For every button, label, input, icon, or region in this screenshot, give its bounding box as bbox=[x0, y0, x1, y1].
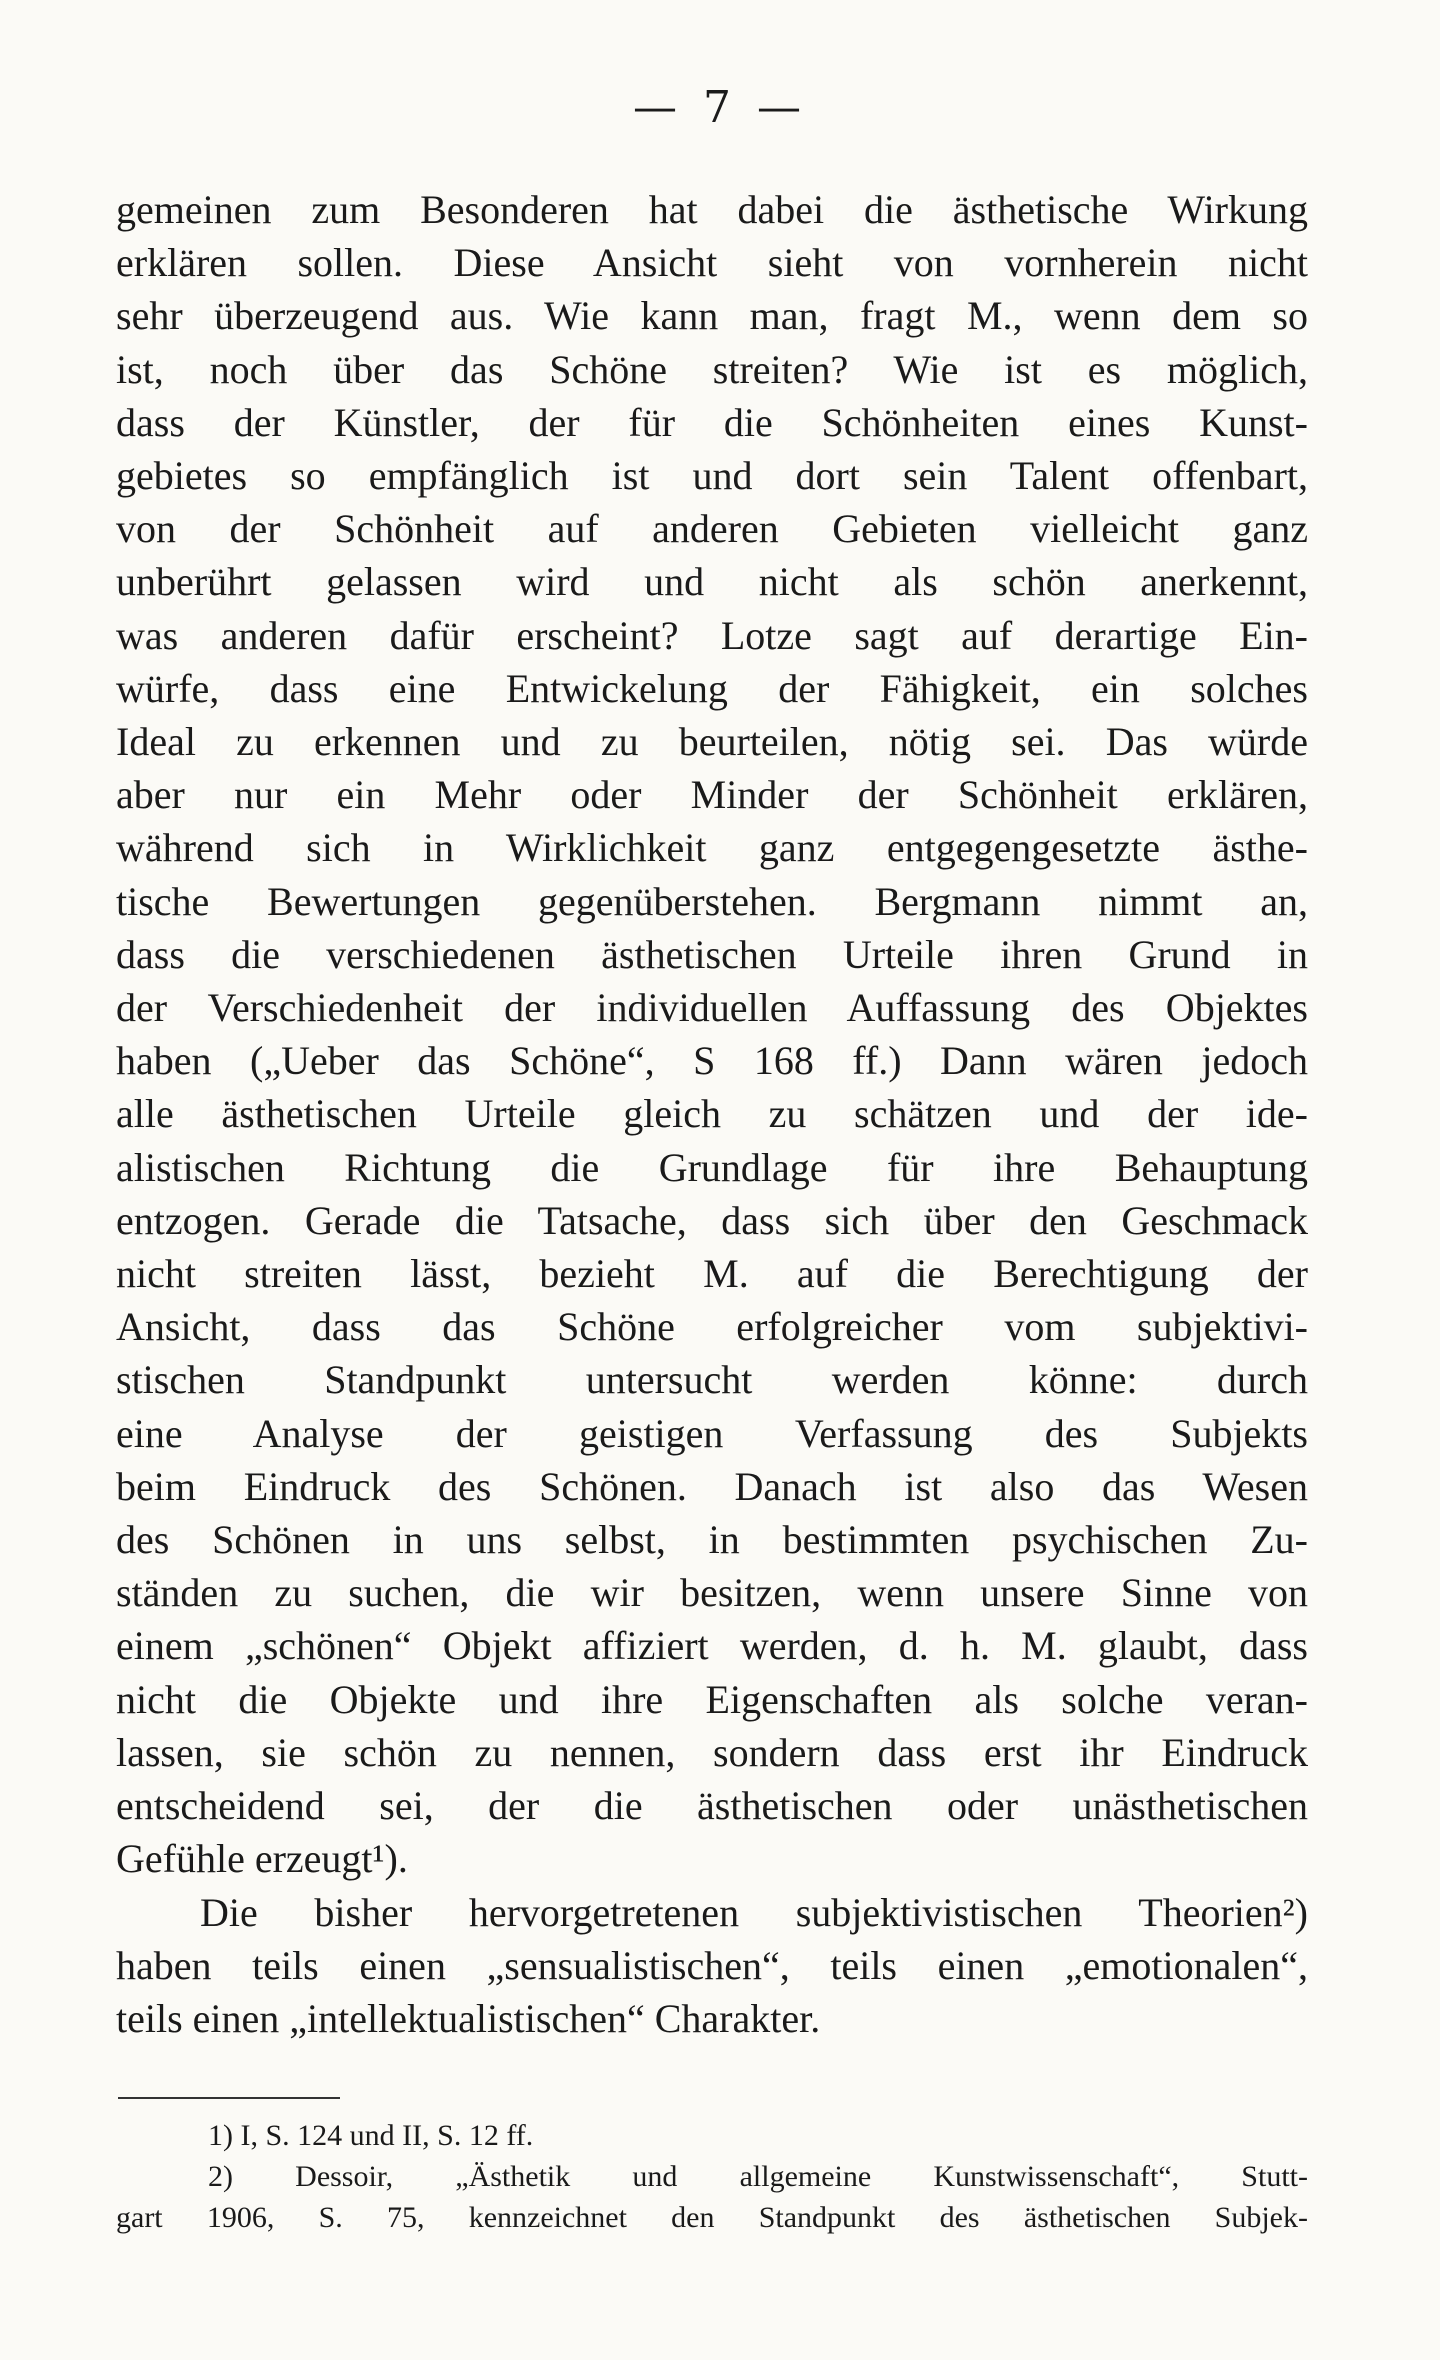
text-line: sehr überzeugend aus. Wie kann man, fragt M., wenn dem so bbox=[116, 293, 1308, 339]
text-line: haben teils einen „sensualistischen“, teils einen „emotionalen“, bbox=[116, 1942, 1308, 1988]
text-line: ist, noch über das Schöne streiten? Wie ist es möglich, bbox=[116, 346, 1308, 392]
text-line: einem „schönen“ Objekt affiziert werden, d. h. M. glaubt, dass bbox=[116, 1623, 1308, 1669]
text-line: aber nur ein Mehr oder Minder der Schönheit erklären, bbox=[116, 772, 1308, 818]
footnote-2-continuation: gart 1906, S. 75, kennzeichnet den Standpunkt des ästhetischen Subjek- bbox=[116, 2201, 1308, 2234]
text-line: würfe, dass eine Entwickelung der Fähigkeit, ein solches bbox=[116, 665, 1308, 711]
text-line: alistischen Richtung die Grundlage für ihre Behauptung bbox=[116, 1144, 1308, 1190]
text-line: Ideal zu erkennen und zu beurteilen, nötig sei. Das würde bbox=[116, 719, 1308, 765]
footnote-1: 1) I, S. 124 und II, S. 12 ff. bbox=[208, 2119, 534, 2152]
paragraph-end-line: teils einen „intellektualistischen“ Charakter. bbox=[116, 1995, 821, 2041]
text-line: unberührt gelassen wird und nicht als schön anerkennt, bbox=[116, 559, 1308, 605]
text-line: stischen Standpunkt untersucht werden könne: durch bbox=[116, 1357, 1308, 1403]
text-line: von der Schönheit auf anderen Gebieten vielleicht ganz bbox=[116, 506, 1308, 552]
footnotes bbox=[116, 2115, 1308, 2238]
paragraph-end-line: Gefühle erzeugt¹). bbox=[116, 1836, 408, 1882]
paragraph-start-line: Die bisher hervorgetretenen subjektivistischen Theorien²) bbox=[200, 1889, 1308, 1935]
text-line: tische Bewertungen gegenüberstehen. Bergmann nimmt an, bbox=[116, 878, 1308, 924]
text-line: gemeinen zum Besonderen hat dabei die ästhetische Wirkung bbox=[116, 187, 1308, 232]
text-line: eine Analyse der geistigen Verfassung des Subjekts bbox=[116, 1410, 1308, 1456]
body-text bbox=[116, 183, 1308, 2045]
text-line: ständen zu suchen, die wir besitzen, wenn unsere Sinne von bbox=[116, 1570, 1308, 1616]
text-line: entzogen. Gerade die Tatsache, dass sich über den Geschmack bbox=[116, 1197, 1308, 1243]
text-line: nicht die Objekte und ihre Eigenschaften als solche veran- bbox=[116, 1676, 1308, 1722]
text-line: dass der Künstler, der für die Schönheiten eines Kunst- bbox=[116, 399, 1308, 445]
text-line: nicht streiten lässt, bezieht M. auf die Berechtigung der bbox=[116, 1251, 1308, 1297]
text-line: während sich in Wirklichkeit ganz entgegengesetzte ästhe- bbox=[116, 825, 1308, 871]
text-line: erklären sollen. Diese Ansicht sieht von vornherein nicht bbox=[116, 240, 1308, 286]
text-line: gebietes so empfänglich ist und dort sein Talent offenbart, bbox=[116, 453, 1308, 499]
text-line: beim Eindruck des Schönen. Danach ist also das Wesen bbox=[116, 1463, 1308, 1509]
page-number: — 7 — bbox=[633, 82, 807, 133]
text-line: dass die verschiedenen ästhetischen Urteile ihren Grund in bbox=[116, 931, 1308, 977]
text-line: alle ästhetischen Urteile gleich zu schätzen und der ide- bbox=[116, 1091, 1308, 1137]
footnote-2: 2) Dessoir, „Ästhetik und allgemeine Kunstwissenschaft“, Stutt- bbox=[208, 2160, 1308, 2193]
text-line: des Schönen in uns selbst, in bestimmten psychischen Zu- bbox=[116, 1517, 1308, 1563]
text-line: was anderen dafür erscheint? Lotze sagt auf derartige Ein- bbox=[116, 612, 1308, 658]
text-line: der Verschiedenheit der individuellen Auffassung des Objektes bbox=[116, 985, 1308, 1031]
text-line: Ansicht, dass das Schöne erfolgreicher vom subjektivi- bbox=[116, 1304, 1308, 1350]
text-line: lassen, sie schön zu nennen, sondern dass erst ihr Eindruck bbox=[116, 1729, 1308, 1775]
text-line: haben („Ueber das Schöne“, S 168 ff.) Dann wären jedoch bbox=[116, 1038, 1308, 1084]
text-line: entscheidend sei, der die ästhetischen oder unästhetischen bbox=[116, 1783, 1308, 1829]
footnote-rule bbox=[118, 2097, 340, 2099]
